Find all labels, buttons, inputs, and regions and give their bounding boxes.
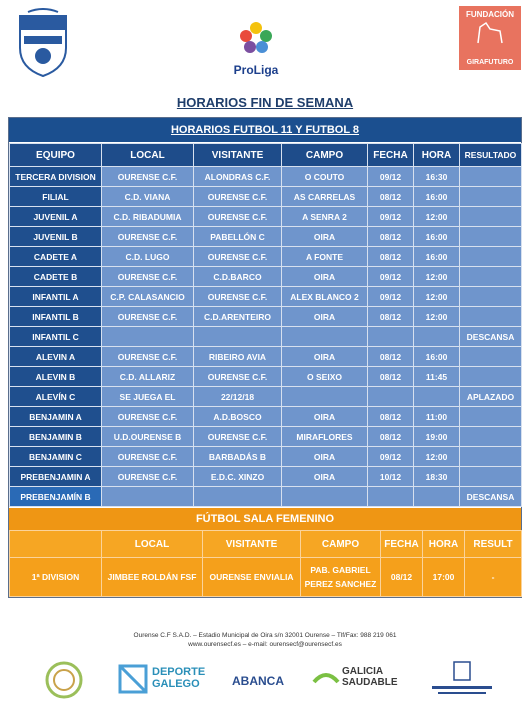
giraffe-icon [470, 19, 510, 45]
visitor-cell: PABELLÓN C [194, 227, 282, 247]
visitor-cell [194, 487, 282, 507]
team-cell: ALEVIN B [10, 367, 102, 387]
result-cell [460, 167, 522, 187]
foundation-name: GIRAFUTURO [466, 59, 514, 66]
schedule-sheet [8, 117, 522, 598]
visitor-cell: 22/12/18 [194, 387, 282, 407]
column-header: FECHA [381, 531, 423, 558]
section-title: HORARIOS FUTBOL 11 Y FUTBOL 8 [9, 118, 521, 143]
date-cell: 09/12 [368, 167, 414, 187]
date-cell: 09/12 [368, 207, 414, 227]
table-row [10, 207, 522, 227]
result-cell [460, 247, 522, 267]
result-cell: APLAZADO [460, 387, 522, 407]
local-cell: C.D. VIANA [102, 187, 194, 207]
visitor-cell: E.D.C. XINZO [194, 467, 282, 487]
team-cell: JUVENIL B [10, 227, 102, 247]
time-cell: 12:00 [414, 447, 460, 467]
local-cell: C.D. RIBADUMIA [102, 207, 194, 227]
date-cell: 09/12 [368, 267, 414, 287]
date-cell: 08/12 [368, 247, 414, 267]
table-row [10, 347, 522, 367]
table-row [10, 487, 522, 507]
venue-cell [301, 558, 381, 597]
result-cell [460, 347, 522, 367]
visitor-cell: OURENSE ENVIALIA [203, 558, 301, 597]
local-cell: OURENSE C.F. [102, 447, 194, 467]
result-cell [460, 367, 522, 387]
futsal-header-row [10, 531, 522, 558]
column-header: LOCAL [102, 144, 194, 167]
venue-cell [282, 487, 368, 507]
local-cell: OURENSE C.F. [102, 467, 194, 487]
abanca-logo [232, 660, 302, 700]
venue-cell: OIRA [282, 347, 368, 367]
time-cell: 12:00 [414, 307, 460, 327]
time-cell: 12:00 [414, 267, 460, 287]
team-cell: CADETE A [10, 247, 102, 267]
date-cell [368, 387, 414, 407]
futsal-row [10, 558, 522, 597]
table-row [10, 187, 522, 207]
abanca-label: ABANCA [232, 674, 284, 688]
local-cell: OURENSE C.F. [102, 347, 194, 367]
visitor-cell: RIBEIRO AVIA [194, 347, 282, 367]
team-cell: 1ª DIVISION [10, 558, 102, 597]
time-cell: 16:00 [414, 347, 460, 367]
table-row [10, 447, 522, 467]
column-header: CAMPO [282, 144, 368, 167]
team-cell: FILIAL [10, 187, 102, 207]
time-cell: 12:00 [414, 207, 460, 227]
local-cell: OURENSE C.F. [102, 407, 194, 427]
column-header: CAMPO [301, 531, 381, 558]
time-cell: 11:00 [414, 407, 460, 427]
visitor-cell: BARBADÁS B [194, 447, 282, 467]
table-row [10, 427, 522, 447]
table-row [10, 387, 522, 407]
table-row [10, 367, 522, 387]
time-cell [414, 387, 460, 407]
result-cell [460, 307, 522, 327]
team-cell: BENJAMIN C [10, 447, 102, 467]
time-cell: 16:00 [414, 247, 460, 267]
column-header: LOCAL [102, 531, 203, 558]
team-cell: CADETE B [10, 267, 102, 287]
visitor-cell: C.D.ARENTEIRO [194, 307, 282, 327]
local-cell: C.P. CALASANCIO [102, 287, 194, 307]
result-cell: - [465, 558, 522, 597]
table-row [10, 267, 522, 287]
column-header: RESULTADO [460, 144, 522, 167]
footer-address: Ourense C.F S.A.D. – Estadio Municipal de Oira s/n 32001 Ourense – Tlf/Fax: 988 219 061 [133, 632, 397, 639]
local-cell: U.D.OURENSE B [102, 427, 194, 447]
result-cell [460, 267, 522, 287]
venue-cell: OIRA [282, 407, 368, 427]
local-cell [102, 487, 194, 507]
visitor-cell: A.D.BOSCO [194, 407, 282, 427]
time-cell [414, 327, 460, 347]
foundation-label: FUNDACIÓN [466, 10, 514, 19]
galicia-saudable-label: GALICIA SAUDABLE [342, 666, 398, 688]
result-cell [460, 287, 522, 307]
column-header: FECHA [368, 144, 414, 167]
table-row [10, 227, 522, 247]
local-cell: OURENSE C.F. [102, 307, 194, 327]
result-cell: DESCANSA [460, 327, 522, 347]
table-row [10, 167, 522, 187]
date-cell: 09/12 [368, 287, 414, 307]
time-cell: 17:00 [423, 558, 465, 597]
team-cell: INFANTIL C [10, 327, 102, 347]
time-cell [414, 487, 460, 507]
team-cell: ALEVIN A [10, 347, 102, 367]
local-cell [102, 327, 194, 347]
visitor-cell: OURENSE C.F. [194, 187, 282, 207]
result-cell [460, 207, 522, 227]
visitor-cell: OURENSE C.F. [194, 247, 282, 267]
team-cell: INFANTIL B [10, 307, 102, 327]
futsal-title: FÚTBOL SALA FEMENINO [9, 507, 521, 530]
venue-cell: O COUTO [282, 167, 368, 187]
visitor-cell: OURENSE C.F. [194, 287, 282, 307]
time-cell: 16:00 [414, 227, 460, 247]
table-row [10, 467, 522, 487]
date-cell [368, 487, 414, 507]
table-row [10, 407, 522, 427]
time-cell: 12:00 [414, 287, 460, 307]
deporte-galego-logo [118, 660, 228, 700]
visitor-cell [194, 327, 282, 347]
futsal-table [9, 530, 522, 597]
venue-cell [282, 387, 368, 407]
result-cell [460, 227, 522, 247]
column-header: RESULT [465, 531, 522, 558]
time-cell: 16:30 [414, 167, 460, 187]
result-cell [460, 187, 522, 207]
team-cell: PREBENJAMÍN B [10, 487, 102, 507]
venue-cell: A FONTE [282, 247, 368, 267]
venue-cell: OIRA [282, 467, 368, 487]
team-cell: PREBENJAMIN A [10, 467, 102, 487]
proliga-logo [228, 20, 284, 76]
date-cell: 08/12 [368, 187, 414, 207]
deporte-galego-label: DEPORTE GALEGO [152, 666, 206, 690]
galicia-saudable-logo [312, 660, 416, 700]
table-row [10, 307, 522, 327]
time-cell: 11:45 [414, 367, 460, 387]
date-cell: 10/12 [368, 467, 414, 487]
team-cell: INFANTIL A [10, 287, 102, 307]
date-cell: 08/12 [368, 407, 414, 427]
venue-cell [282, 327, 368, 347]
column-header [10, 531, 102, 558]
date-cell: 08/12 [368, 307, 414, 327]
column-header: HORA [423, 531, 465, 558]
concello-seal [36, 660, 96, 700]
venue-cell: OIRA [282, 227, 368, 247]
fundacion-girafuturo-logo [459, 6, 521, 70]
venue-cell: AS CARRELAS [282, 187, 368, 207]
local-cell: OURENSE C.F. [102, 227, 194, 247]
date-cell: 08/12 [381, 558, 423, 597]
local-cell: SE JUEGA EL [102, 387, 194, 407]
date-cell: 08/12 [368, 227, 414, 247]
venue-cell: OIRA [282, 447, 368, 467]
team-cell: JUVENIL A [10, 207, 102, 227]
visitor-cell: C.D.BARCO [194, 267, 282, 287]
time-cell: 19:00 [414, 427, 460, 447]
table-row [10, 247, 522, 267]
column-header: HORA [414, 144, 460, 167]
venue-cell: ALEX BLANCO 2 [282, 287, 368, 307]
team-cell: BENJAMIN B [10, 427, 102, 447]
table-row [10, 327, 522, 347]
local-cell: JIMBEE ROLDÁN FSF [102, 558, 203, 597]
result-cell: DESCANSA [460, 487, 522, 507]
result-cell [460, 447, 522, 467]
visitor-cell: OURENSE C.F. [194, 207, 282, 227]
date-cell: 09/12 [368, 447, 414, 467]
date-cell [368, 327, 414, 347]
team-cell: BENJAMIN A [10, 407, 102, 427]
result-cell [460, 407, 522, 427]
venue-cell: A SENRA 2 [282, 207, 368, 227]
table-row [10, 287, 522, 307]
footer-contact: www.ourensecf.es – e-mail: ourensecf@ourensecf.es [188, 641, 342, 648]
visitor-cell: OURENSE C.F. [194, 367, 282, 387]
column-header: EQUIPO [10, 144, 102, 167]
ourense-cf-crest [14, 8, 72, 78]
venue-cell: OIRA [282, 307, 368, 327]
table-header-row [10, 144, 522, 167]
date-cell: 08/12 [368, 427, 414, 447]
local-cell: OURENSE C.F. [102, 167, 194, 187]
column-header: VISITANTE [194, 144, 282, 167]
column-header: VISITANTE [203, 531, 301, 558]
venue-cell: MIRAFLORES [282, 427, 368, 447]
schedule-table [9, 143, 522, 507]
visitor-cell: ALONDRAS C.F. [194, 167, 282, 187]
team-cell: TERCERA DIVISION [10, 167, 102, 187]
visitor-cell: OURENSE C.F. [194, 427, 282, 447]
team-cell: ALEVÍN C [10, 387, 102, 407]
venue-cell: O SEIXO [282, 367, 368, 387]
local-cell: OURENSE C.F. [102, 267, 194, 287]
result-cell [460, 467, 522, 487]
date-cell: 08/12 [368, 367, 414, 387]
time-cell: 18:30 [414, 467, 460, 487]
deputacion-ourense-logo [424, 660, 504, 700]
local-cell: C.D. LUGO [102, 247, 194, 267]
venue-line: PAB. GABRIEL [310, 565, 371, 575]
date-cell: 08/12 [368, 347, 414, 367]
page-title: HORARIOS FIN DE SEMANA [176, 95, 354, 110]
venue-cell: OIRA [282, 267, 368, 287]
venue-line: PEREZ SANCHEZ [304, 579, 377, 589]
local-cell: C.D. ALLARIZ [102, 367, 194, 387]
proliga-label: ProLiga [233, 63, 279, 77]
result-cell [460, 427, 522, 447]
time-cell: 16:00 [414, 187, 460, 207]
